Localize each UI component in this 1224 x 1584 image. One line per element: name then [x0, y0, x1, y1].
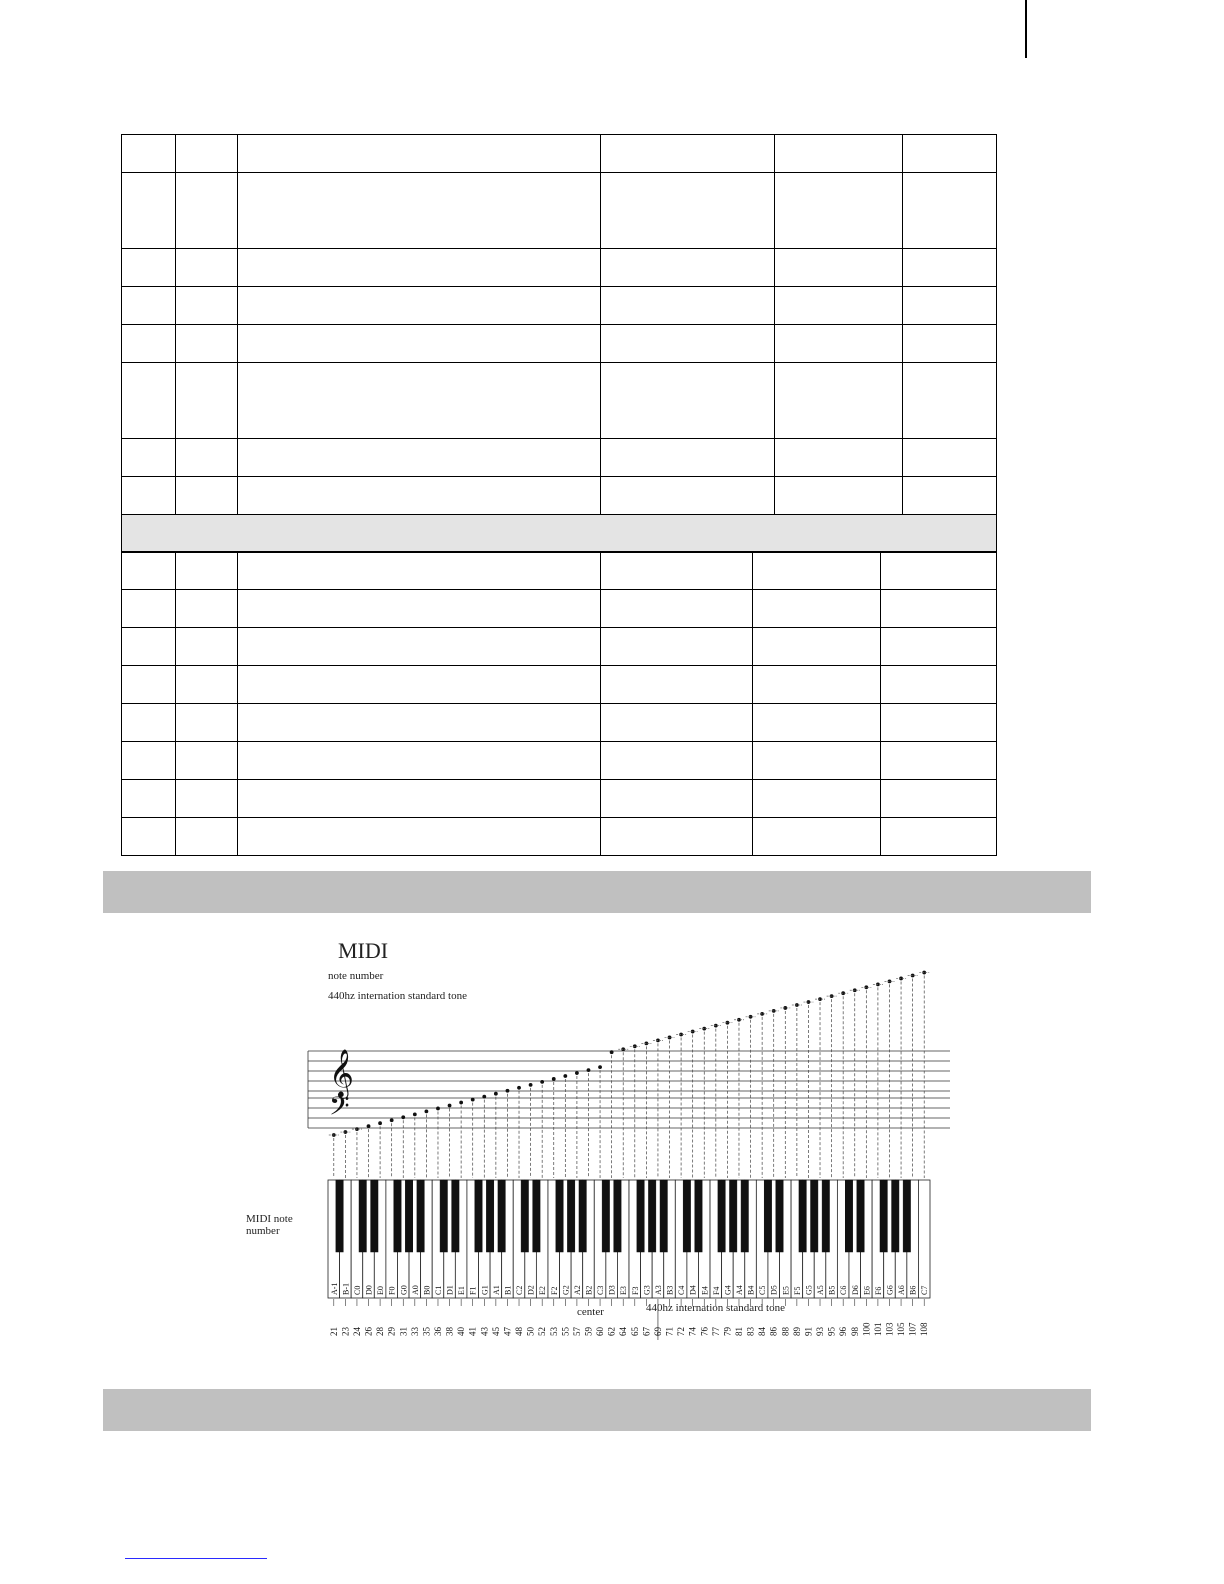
midi-number-label: 28	[375, 1327, 386, 1336]
note-head	[390, 1118, 394, 1122]
key-note-label: G0	[399, 1285, 409, 1295]
key-note-label: B6	[908, 1285, 918, 1295]
black-key	[440, 1180, 447, 1252]
key-note-label: D6	[850, 1285, 860, 1295]
note-head	[436, 1107, 440, 1111]
black-key	[614, 1180, 621, 1252]
midi-number-label: 91	[803, 1327, 814, 1336]
key-note-label: G4	[723, 1285, 733, 1295]
black-key	[880, 1180, 887, 1252]
white-key	[918, 1180, 930, 1298]
midi-number-label: 93	[815, 1327, 826, 1336]
spec-table-lower	[121, 551, 997, 856]
black-key	[556, 1180, 563, 1252]
midi-number-label: 103	[884, 1322, 895, 1336]
midi-number-label: 57	[571, 1327, 582, 1336]
key-note-label: E5	[781, 1286, 791, 1295]
black-key	[533, 1180, 540, 1252]
midi-number-label: 105	[896, 1322, 907, 1336]
midi-number-label: 29	[386, 1327, 397, 1336]
midi-number-label: 55	[560, 1327, 571, 1336]
key-note-label: D2	[526, 1285, 536, 1295]
midi-number-label: 35	[421, 1327, 432, 1336]
key-note-label: D1	[445, 1285, 455, 1295]
midi-number-label: 59	[583, 1327, 594, 1336]
black-key	[729, 1180, 736, 1252]
key-note-label: A-1	[329, 1282, 339, 1295]
key-note-label: B1	[503, 1285, 513, 1295]
note-head	[448, 1104, 452, 1108]
black-key	[371, 1180, 378, 1252]
note-head	[425, 1110, 429, 1114]
footer-link-rule	[125, 1558, 267, 1559]
midi-number-label: 76	[699, 1327, 710, 1336]
midi-number-label: 74	[687, 1327, 698, 1336]
midi-number-label: 45	[490, 1327, 501, 1336]
key-note-label: F2	[549, 1286, 559, 1295]
key-note-label: A2	[572, 1285, 582, 1295]
key-note-label: G1	[480, 1285, 490, 1295]
note-head	[494, 1092, 498, 1096]
black-key	[521, 1180, 528, 1252]
note-head	[413, 1112, 417, 1116]
key-note-label: E6	[862, 1286, 872, 1295]
black-key	[892, 1180, 899, 1252]
key-note-label: C5	[758, 1285, 768, 1295]
key-note-label: C4	[677, 1285, 687, 1295]
black-key	[799, 1180, 806, 1252]
note-head	[563, 1074, 567, 1078]
midi-number-label: 50	[525, 1327, 536, 1336]
key-note-label: A1	[491, 1285, 501, 1295]
key-note-label: A6	[897, 1285, 907, 1295]
key-note-label: E3	[619, 1286, 629, 1295]
key-note-label: G6	[885, 1285, 895, 1295]
midi-number-label: 23	[340, 1327, 351, 1336]
key-note-label: F6	[873, 1286, 883, 1295]
standard-tone-label: 440hz internation standard tone	[328, 990, 467, 1002]
note-head	[575, 1071, 579, 1075]
midi-note-label-line2: number	[246, 1225, 280, 1237]
black-key	[486, 1180, 493, 1252]
black-key	[405, 1180, 412, 1252]
treble-clef-icon: 𝄞	[329, 1048, 354, 1097]
midi-number-label: 77	[710, 1327, 721, 1336]
midi-number-label: 26	[363, 1327, 374, 1336]
table-row	[122, 590, 997, 628]
note-head	[529, 1083, 533, 1087]
key-note-label: F5	[792, 1286, 802, 1295]
table-row	[122, 363, 997, 439]
note-head	[517, 1086, 521, 1090]
midi-number-label: 88	[780, 1327, 791, 1336]
table-row	[122, 552, 997, 590]
key-note-label: G5	[804, 1285, 814, 1295]
key-note-label: C1	[433, 1285, 443, 1295]
midi-number-label: 62	[606, 1327, 617, 1336]
black-key	[718, 1180, 725, 1252]
black-key	[903, 1180, 910, 1252]
black-key	[811, 1180, 818, 1252]
midi-number-label: 79	[722, 1327, 733, 1336]
midi-number-label: 31	[398, 1327, 409, 1336]
center-label: center	[577, 1306, 604, 1318]
key-note-label: B0	[422, 1285, 432, 1295]
key-note-label: F0	[387, 1286, 397, 1295]
table-row	[122, 439, 997, 477]
midi-number-label: 41	[467, 1327, 478, 1336]
table-row	[122, 704, 997, 742]
midi-number-label: 67	[641, 1327, 652, 1336]
key-note-label: G2	[561, 1285, 571, 1295]
table-row	[122, 325, 997, 363]
midi-number-label: 95	[826, 1327, 837, 1336]
midi-number-label: 48	[514, 1327, 525, 1336]
midi-number-label: 40	[456, 1327, 467, 1336]
midi-number-label: 47	[502, 1327, 513, 1336]
key-note-label: D4	[688, 1285, 698, 1295]
midi-number-label: 72	[676, 1327, 687, 1336]
note-head	[378, 1121, 382, 1125]
note-head	[401, 1115, 405, 1119]
key-note-label: F3	[630, 1286, 640, 1295]
table-row	[122, 477, 997, 515]
key-note-label: F4	[711, 1286, 721, 1295]
key-note-label: B4	[746, 1285, 756, 1295]
table-row	[122, 287, 997, 325]
black-key	[764, 1180, 771, 1252]
key-note-label: A4	[734, 1285, 744, 1295]
black-key	[579, 1180, 586, 1252]
midi-note-figure	[230, 930, 970, 1336]
midi-number-label: 89	[791, 1327, 802, 1336]
margin-rule	[1025, 0, 1027, 58]
note-head	[482, 1095, 486, 1099]
table-row	[122, 818, 997, 856]
black-key	[648, 1180, 655, 1252]
note-head	[587, 1068, 591, 1072]
key-note-label: G3	[642, 1285, 652, 1295]
note-number-label: note number	[328, 970, 384, 982]
midi-number-label: 86	[768, 1327, 779, 1336]
key-note-label: A5	[816, 1285, 826, 1295]
key-note-label: C2	[515, 1285, 525, 1295]
midi-number-label: 84	[757, 1327, 768, 1336]
black-key	[394, 1180, 401, 1252]
midi-number-label: 69	[652, 1327, 663, 1336]
midi-number-label: 52	[537, 1327, 548, 1336]
key-note-label: E1	[457, 1286, 467, 1295]
black-key	[845, 1180, 852, 1252]
note-head	[367, 1124, 371, 1128]
spec-table-upper	[121, 134, 997, 553]
black-key	[336, 1180, 343, 1252]
note-head	[506, 1089, 510, 1093]
black-key	[452, 1180, 459, 1252]
key-note-label: A3	[653, 1285, 663, 1295]
black-key	[857, 1180, 864, 1252]
black-key	[776, 1180, 783, 1252]
tone-pointer-label: 440hz internation standard tone	[646, 1302, 785, 1314]
black-key	[660, 1180, 667, 1252]
note-head	[598, 1065, 602, 1069]
note-head	[610, 1050, 614, 1054]
key-note-label: C6	[839, 1285, 849, 1295]
midi-number-label: 24	[351, 1327, 362, 1336]
key-note-label: D3	[607, 1285, 617, 1295]
midi-number-label: 108	[919, 1322, 930, 1336]
table-section-band	[122, 515, 997, 553]
midi-number-label: 53	[548, 1327, 559, 1336]
key-note-label: B2	[584, 1285, 594, 1295]
table-row	[122, 249, 997, 287]
black-key	[822, 1180, 829, 1252]
midi-note-label-line1: MIDI note	[246, 1213, 293, 1225]
note-head	[552, 1077, 556, 1081]
section-header-bar	[103, 871, 1091, 913]
key-note-label: A0	[410, 1285, 420, 1295]
midi-number-label: 43	[479, 1327, 490, 1336]
midi-number-label: 64	[618, 1327, 629, 1336]
black-key	[695, 1180, 702, 1252]
midi-number-label: 65	[629, 1327, 640, 1336]
note-head	[471, 1098, 475, 1102]
note-head	[540, 1080, 544, 1084]
key-note-label: C0	[352, 1285, 362, 1295]
key-note-label: E2	[538, 1286, 548, 1295]
key-note-label: E0	[376, 1286, 386, 1295]
midi-number-label: 96	[838, 1327, 849, 1336]
key-note-label: C3	[596, 1285, 606, 1295]
figure-heading: MIDI	[338, 938, 389, 963]
midi-number-label: 107	[907, 1322, 918, 1336]
key-note-label: D5	[769, 1285, 779, 1295]
key-note-label: F1	[468, 1286, 478, 1295]
table-row	[122, 173, 997, 249]
note-head	[459, 1101, 463, 1105]
black-key	[417, 1180, 424, 1252]
midi-number-label: 83	[745, 1327, 756, 1336]
black-key	[637, 1180, 644, 1252]
table-row	[122, 780, 997, 818]
key-note-label: B5	[827, 1285, 837, 1295]
midi-number-label: 101	[872, 1322, 883, 1336]
bass-clef-icon: 𝄢	[329, 1090, 350, 1128]
midi-number-label: 81	[733, 1327, 744, 1336]
key-note-label: C7	[920, 1285, 930, 1295]
black-key	[475, 1180, 482, 1252]
midi-number-label: 38	[444, 1327, 455, 1336]
key-note-label: D0	[364, 1285, 374, 1295]
black-key	[683, 1180, 690, 1252]
key-note-label: E4	[700, 1286, 710, 1295]
black-key	[359, 1180, 366, 1252]
black-key	[567, 1180, 574, 1252]
table-row	[122, 742, 997, 780]
midi-number-label: 98	[849, 1327, 860, 1336]
key-note-label: B-1	[341, 1283, 351, 1295]
section-header-bar-2	[103, 1389, 1091, 1431]
midi-number-label: 60	[595, 1327, 606, 1336]
black-key	[602, 1180, 609, 1252]
midi-number-label: 21	[328, 1327, 339, 1336]
midi-number-label: 33	[409, 1327, 420, 1336]
black-key	[741, 1180, 748, 1252]
table-row	[122, 666, 997, 704]
midi-note-number-label	[246, 1213, 293, 1237]
midi-number-label: 36	[432, 1327, 443, 1336]
midi-number-label: 71	[664, 1327, 675, 1336]
table-row	[122, 135, 997, 173]
midi-number-label: 100	[861, 1322, 872, 1336]
key-note-label: B3	[665, 1285, 675, 1295]
black-key	[498, 1180, 505, 1252]
table-row	[122, 628, 997, 666]
